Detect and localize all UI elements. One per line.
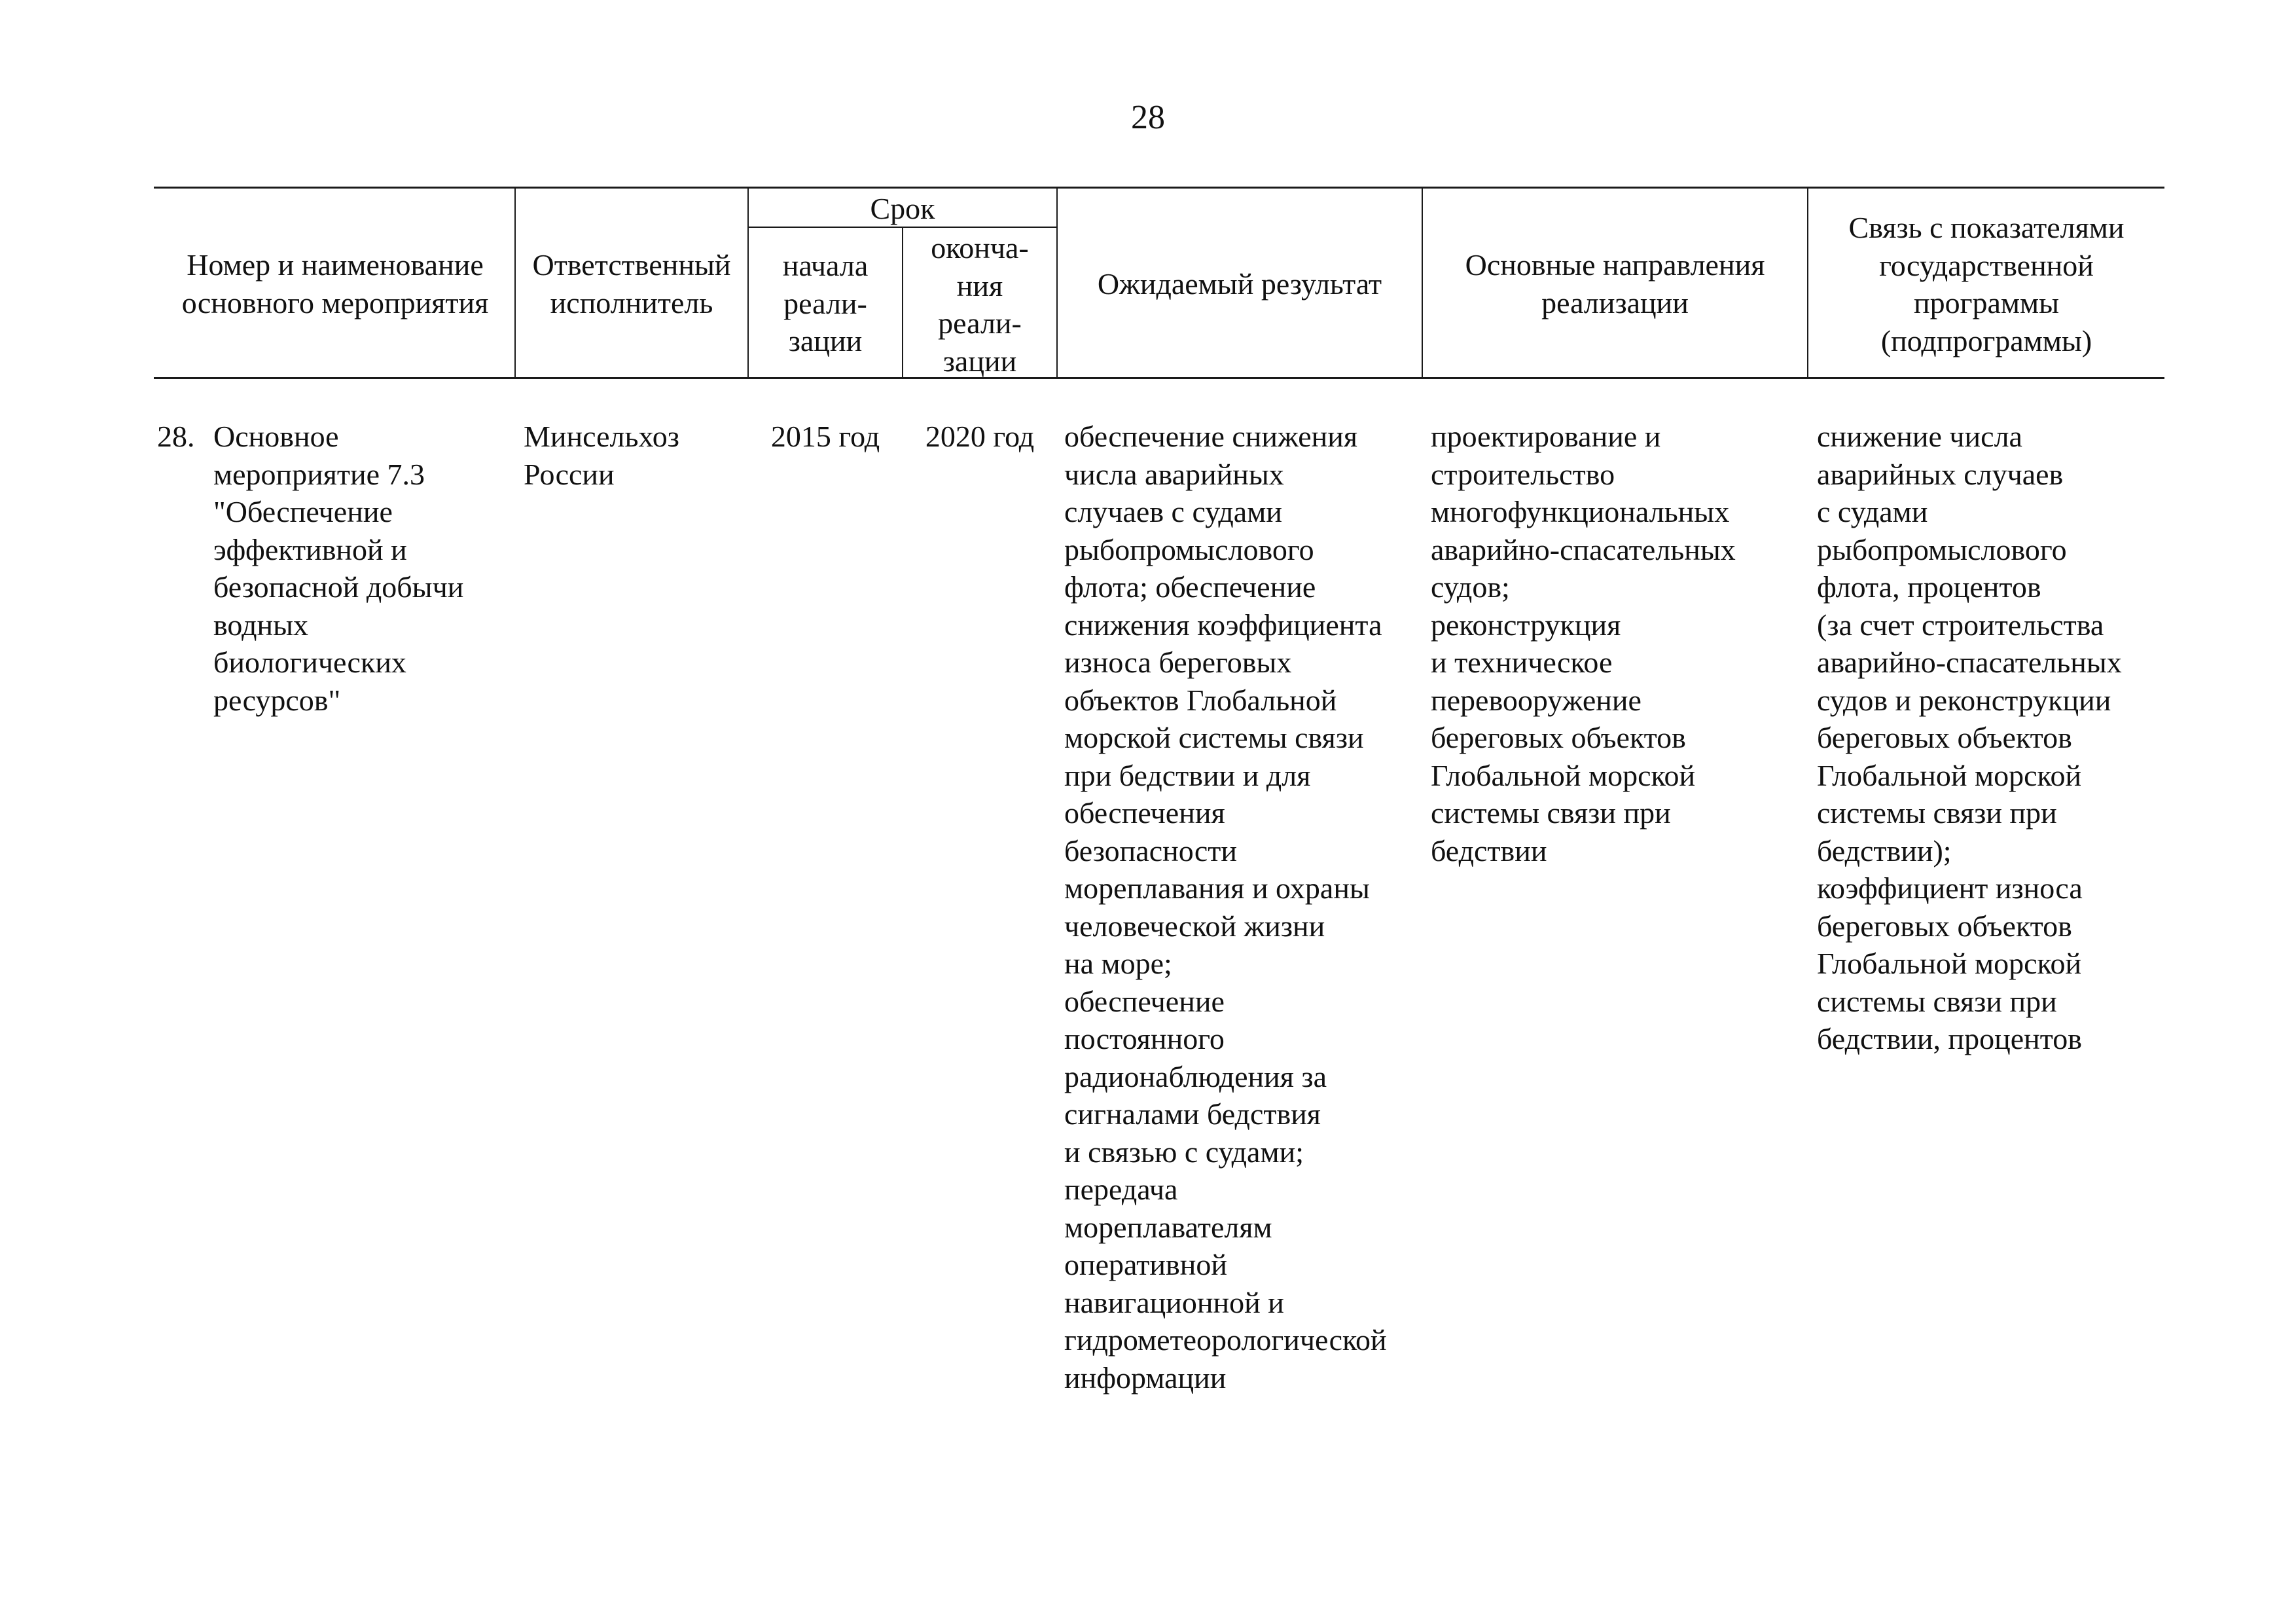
event-name: Основное мероприятие 7.3 "Обеспечение эффективной и безопасной добычи водных биологических ресурсов" — [213, 420, 464, 717]
header-indicator-link: Связь с показателями государственной программы (подпрограммы) — [1848, 211, 2125, 357]
indicator-link: снижение числа аварийных случаев с судами рыбопромыслового флота, процентов (за счет строительства аварийно-спасательных судов и реконструкции береговых объектов Глобальной морской системы связи при бедствии); коэффициент износа береговых объектов Глобальной морской системы связи при бедствии, процентов — [1817, 420, 2122, 1055]
term-start-value: 2015 год — [770, 420, 880, 453]
header-event-name: Номер и наименование основного мероприятия — [181, 248, 489, 319]
header-term-end: оконча- ния реали- зации — [931, 231, 1029, 378]
header-executor: Ответственный исполнитель — [532, 248, 731, 319]
row-number: 28. — [157, 420, 195, 453]
header-expected-result: Ожидаемый результат — [1097, 267, 1382, 301]
main-directions: проектирование и строительство многофункциональных аварийно-спасательных судов; реконструкция и техническое перевооружение береговых объектов Глобальной морской системы связи при бедствии — [1431, 420, 1736, 867]
header-term: Срок — [870, 192, 935, 225]
table-top-rule — [154, 187, 2164, 189]
header-main-directions: Основные направления реализации — [1465, 248, 1765, 319]
expected-result: обеспечение снижения числа аварийных случаев с судами рыбопромыслового флота; обеспечение снижения коэффициента износа береговых объектов Глобальной морской системы связи при бедствии и для обеспечения безопасности мореплавания и охраны человеческой жизни на море; обеспечение постоянного радионаблюдения за сигналами бедствия и связью с судами; передача мореплавателям оперативной навигационной и гидрометеорологической информации — [1064, 420, 1387, 1395]
page-number: 28 — [1131, 99, 1165, 136]
responsible-executor: Минсельхоз России — [524, 420, 679, 491]
table-header-bottom-rule — [154, 377, 2164, 379]
header-term-start: начала реали- зации — [782, 249, 869, 357]
term-end-value: 2020 год — [925, 420, 1035, 453]
